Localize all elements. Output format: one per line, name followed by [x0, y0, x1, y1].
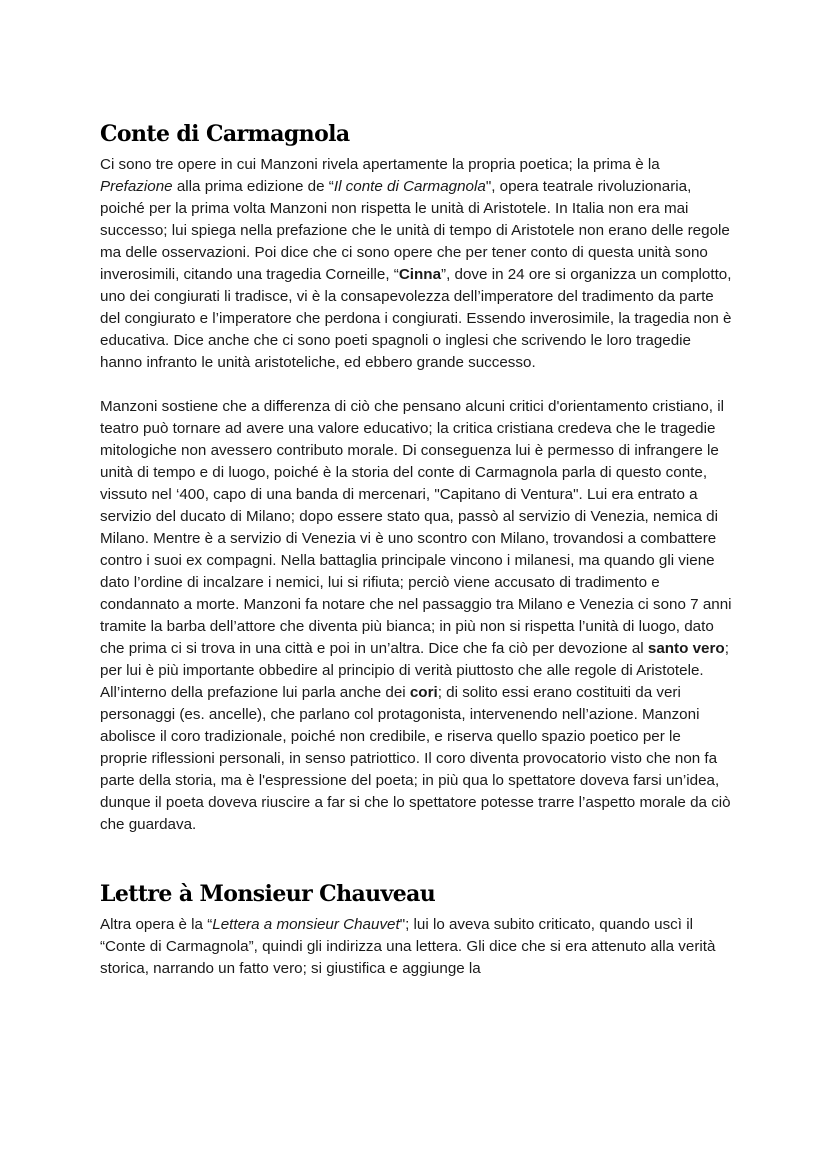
text-run: Manzoni sostiene che a differenza di ciò che pensano alcuni critici d'orientamento cristiano, il teatro può tornare ad avere una valore educativo; la critica cristiana credeva che le tragedie mitologiche non avessero contributo morale. Di conseguenza lui è permesso di infrangere le unità di tempo e di luogo, poiché è la storia del conte di Carmagnola parla di questo conte, vissuto nel ‘400, capo di una banda di mercenari, "Capitano di Ventura". Lui era entrato a servizio del ducato di Milano; dopo essere stato qua, passò al servizio di Venezia, nemica di Milano. Mentre è a servizio di Venezia vi è uno scontro con Milano, trovandosi a combattere contro i suoi ex compagni. Nella battaglia principale vincono i milanesi, ma quando gli viene dato l’ordine di incalzare i nemici, lui si rifiuta; perciò viene accusato di tradimento e condannato a morte. Manzoni fa notare che nel passaggio tra Milano e Venezia ci sono 7 anni tramite la barba dell’attore che diventa più bianca; in più non si rispetta l’unità di luogo, dato che prima ci si trova in una città e poi in un’altra. Dice che fa ciò per devozione al [100, 398, 732, 657]
section-heading-carmagnola: Conte di Carmagnola [100, 121, 350, 147]
paragraph-lettera [100, 914, 732, 980]
text-run: Altra opera è la “ [100, 916, 213, 933]
italic-text: Il conte di Carmagnola [333, 178, 486, 195]
document-page [100, 118, 732, 980]
italic-text: Prefazione [100, 178, 173, 195]
text-run: All’interno della prefazione lui parla anche dei [100, 684, 410, 701]
section-heading-lettre: Lettre à Monsieur Chauveau [100, 881, 436, 907]
text-run: Ci sono tre opere in cui Manzoni rivela apertamente la propria poetica; la prima è la [100, 156, 660, 173]
text-run: alla prima edizione de “ [172, 178, 334, 195]
text-run: ; di solito essi erano costituiti da veri personaggi (es. ancelle), che parlano col protagonista, intervenendo nell’azione. Manzoni abolisce il coro tradizionale, poiché non credibile, e riserva quello spazio poetico per le proprie riflessioni personali, in senso patriottico. Il coro diventa provocatorio visto che non fa parte della storia, ma è l'espressione del poeta; in più qua lo spettatore doveva farsi un’idea, dunque il poeta doveva riuscire a far si che lo spettatore potesse trarre l’aspetto morale da ciò che guardava. [100, 684, 731, 833]
bold-text: santo vero [647, 640, 725, 657]
text-run: ; per lui è più importante obbedire al principio di verità piuttosto che alle regole di Aristotele. [100, 640, 729, 679]
italic-text: Lettera a monsieur Chauvet [212, 916, 400, 933]
paragraph-teatro-educativo [100, 396, 732, 682]
paragraph-cori [100, 682, 732, 836]
paragraph-prefazione [100, 154, 732, 374]
text-run: ”, dove in 24 ore si organizza un complotto, uno dei congiurati li tradisce, vi è la consapevolezza dell’imperatore del tradimento da parte del congiurato e l’imperatore che perdona i congiurati. Essendo inverosimile, la tragedia non è educativa. Dice anche che ci sono poeti spagnoli o inglesi che scrivendo le loro tragedie hanno infranto le unità aristoteliche, ed ebbero grande successo. [100, 266, 732, 371]
bold-text: Cinna [398, 266, 442, 283]
paragraph-spacer [100, 374, 732, 396]
text-run: "; lui lo aveva subito criticato, quando uscì il “Conte di Carmagnola”, quindi gli indirizza una lettera. Gli dice che si era attenuto alla verità storica, narrando un fatto vero; si giustifica e aggiunge la [100, 916, 716, 977]
text-run: ", opera teatrale rivoluzionaria, poiché per la prima volta Manzoni non rispetta le unità di Aristotele. In Italia non era mai successo; lui spiega nella prefazione che le unità di tempo di Aristotele non erano delle regole ma delle osservazioni. Poi dice che ci sono opere che per tener conto di questa unità sono inverosimili, citando una tragedia Corneille, “ [100, 178, 730, 283]
bold-text: cori [409, 684, 438, 701]
section-spacer [100, 836, 732, 878]
